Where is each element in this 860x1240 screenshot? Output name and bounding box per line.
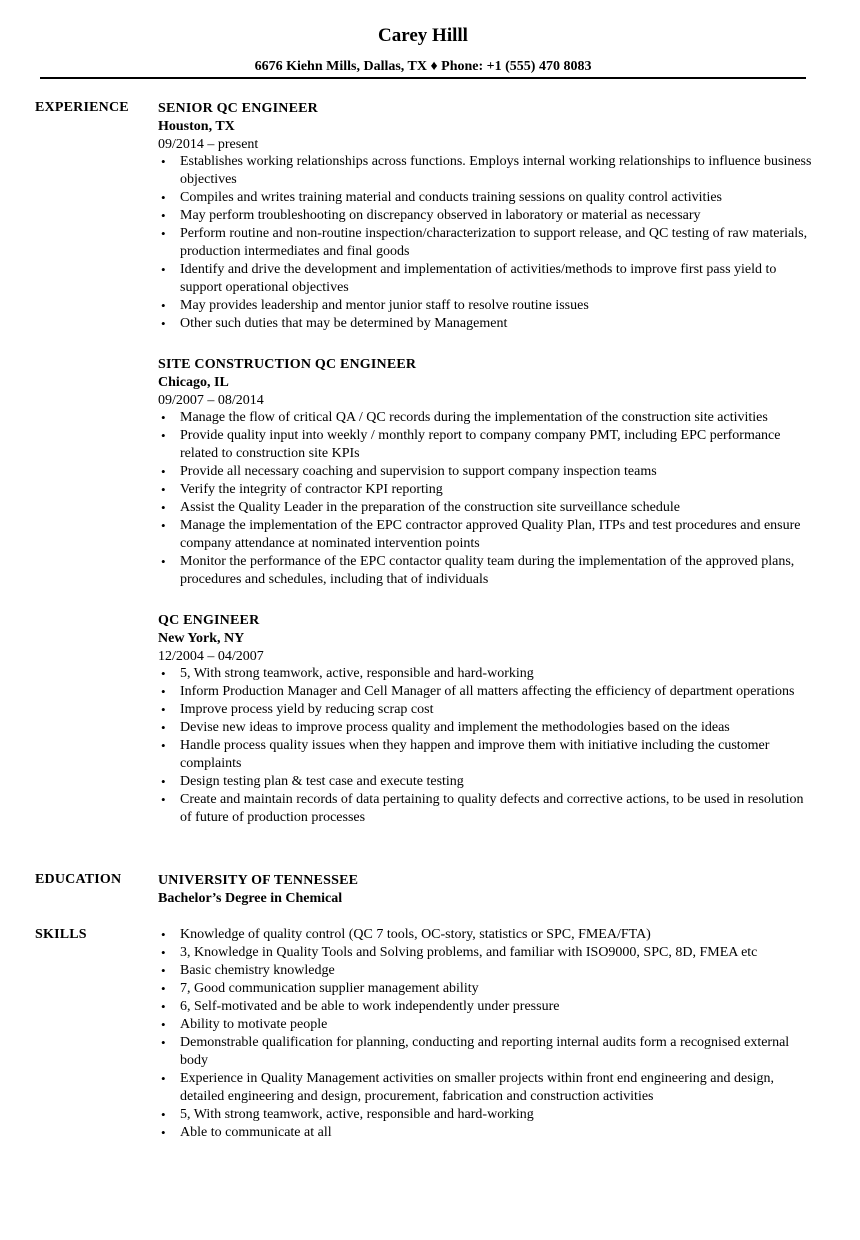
skill-item: • Ability to motivate people xyxy=(158,1016,818,1034)
skill-item: • Experience in Quality Management activities on smaller projects within front end engineering and design, detailed engineering and design, procurement, fabrication and construction activities xyxy=(158,1070,818,1106)
job-bullets xyxy=(158,665,818,827)
bullet-item: • Verify the integrity of contractor KPI reporting xyxy=(158,481,818,499)
bullet-item: • Identify and drive the development and implementation of activities/methods to improve first pass yield to support operational objectives xyxy=(158,261,818,297)
bullet-item: • Assist the Quality Leader in the preparation of the construction site surveillance schedule xyxy=(158,499,818,517)
bullet-item: • Compiles and writes training material and conducts training sessions on quality control activities xyxy=(158,189,818,207)
skill-item: • Demonstrable qualification for planning, conducting and reporting internal audits form a recognised external body xyxy=(158,1034,818,1070)
job-location: Chicago, IL xyxy=(158,375,229,390)
header-divider xyxy=(40,77,806,79)
section-label-skills: SKILLS xyxy=(35,927,87,942)
bullet-item: • Other such duties that may be determined by Management xyxy=(158,315,818,333)
bullet-item: • Establishes working relationships across functions. Employs internal working relationships to influence business objectives xyxy=(158,153,818,189)
job-entry xyxy=(158,611,818,827)
bullet-item: • Devise new ideas to improve process quality and implement the methodologies based on the ideas xyxy=(158,719,818,737)
education-body xyxy=(158,871,818,908)
experience-body xyxy=(158,99,818,849)
job-dates: 09/2007 – 08/2014 xyxy=(158,393,264,408)
job-dates: 09/2014 – present xyxy=(158,137,259,152)
section-label-education: EDUCATION xyxy=(35,872,122,887)
bullet-item: • May perform troubleshooting on discrepancy observed in laboratory or material as necessary xyxy=(158,207,818,225)
skill-item: • Knowledge of quality control (QC 7 tools, OC-story, statistics or SPC, FMEA/FTA) xyxy=(158,926,818,944)
skill-item: • 3, Knowledge in Quality Tools and Solving problems, and familiar with ISO9000, SPC, 8D, FMEA etc xyxy=(158,944,818,962)
skills-body xyxy=(158,926,818,1142)
bullet-item: • Handle process quality issues when they happen and improve them with initiative including the customer complaints xyxy=(158,737,818,773)
job-title: SENIOR QC ENGINEER xyxy=(158,101,318,116)
bullet-item: • Manage the implementation of the EPC contractor approved Quality Plan, ITPs and test procedures and ensure company attendance at nominated intervention points xyxy=(158,517,818,553)
skill-item: • 7, Good communication supplier management ability xyxy=(158,980,818,998)
bullet-item: • Inform Production Manager and Cell Manager of all matters affecting the efficiency of department operations xyxy=(158,683,818,701)
job-bullets xyxy=(158,409,818,589)
bullet-item: • Provide quality input into weekly / monthly report to company company PMT, including EPC performance related to construction site KPIs xyxy=(158,427,818,463)
bullet-item: • Perform routine and non-routine inspection/characterization to support release, and QC testing of raw materials, production intermediates and final goods xyxy=(158,225,818,261)
bullet-item: • Create and maintain records of data pertaining to quality defects and corrective actions, to be used in resolution of future of production processes xyxy=(158,791,818,827)
job-location: New York, NY xyxy=(158,631,245,646)
bullet-item: • Monitor the performance of the EPC contactor quality team during the implementation of the approved plans, procedures and schedules, including that of individuals xyxy=(158,553,818,589)
job-entry xyxy=(158,355,818,589)
skills-list xyxy=(158,926,818,1142)
contact-line: 6676 Kiehn Mills, Dallas, TX ♦ Phone: +1 (555) 470 8083 xyxy=(254,59,592,74)
bullet-item: • May provides leadership and mentor junior staff to resolve routine issues xyxy=(158,297,818,315)
bullet-item: • Manage the flow of critical QA / QC records during the implementation of the construction site activities xyxy=(158,409,818,427)
skill-item: • Basic chemistry knowledge xyxy=(158,962,818,980)
bullet-item: • Design testing plan & test case and execute testing xyxy=(158,773,818,791)
candidate-name: Carey Hilll xyxy=(378,25,468,46)
job-bullets xyxy=(158,153,818,333)
skill-item: • 6, Self-motivated and be able to work independently under pressure xyxy=(158,998,818,1016)
section-label-experience: EXPERIENCE xyxy=(35,100,129,115)
bullet-item: • Provide all necessary coaching and supervision to support company inspection teams xyxy=(158,463,818,481)
degree-name: Bachelor’s Degree in Chemical xyxy=(158,891,343,906)
job-location: Houston, TX xyxy=(158,119,235,134)
skill-item: • 5, With strong teamwork, active, responsible and hard-working xyxy=(158,1106,818,1124)
job-entry xyxy=(158,99,818,333)
bullet-item: • 5, With strong teamwork, active, responsible and hard-working xyxy=(158,665,818,683)
bullet-item: • Improve process yield by reducing scrap cost xyxy=(158,701,818,719)
skill-item: • Able to communicate at all xyxy=(158,1124,818,1142)
job-title: QC ENGINEER xyxy=(158,613,260,628)
job-dates: 12/2004 – 04/2007 xyxy=(158,649,264,664)
job-title: SITE CONSTRUCTION QC ENGINEER xyxy=(158,357,417,372)
school-name: UNIVERSITY OF TENNESSEE xyxy=(158,873,359,888)
